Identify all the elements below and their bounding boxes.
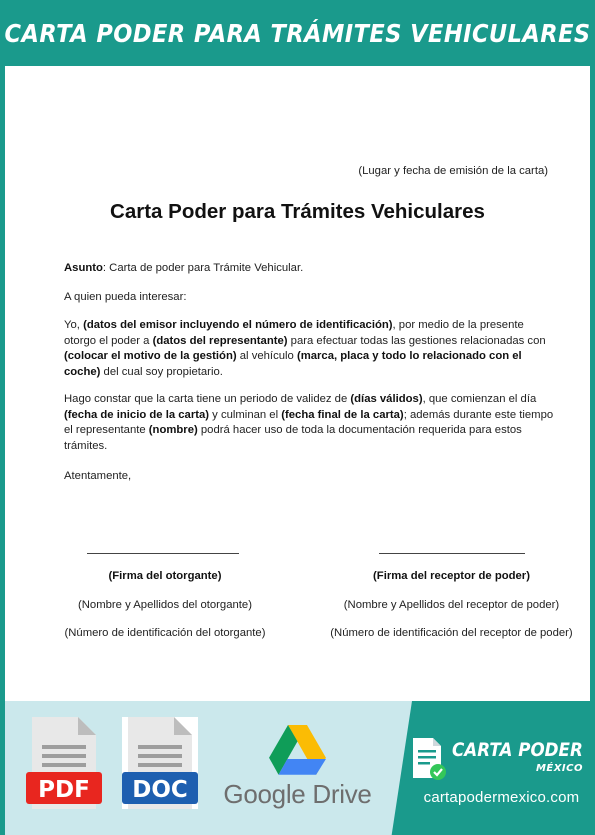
pdf-label: PDF	[38, 777, 90, 803]
receiver-name-label: (Nombre y Apellidos del receptor de poder)	[343, 599, 560, 611]
p1-placeholder: (datos del representante)	[152, 334, 288, 347]
p1-placeholder: (marca, placa y todo lo relacionado con el coche)	[64, 350, 522, 378]
brand-logo[interactable]	[408, 736, 595, 816]
doc-file-icon[interactable]	[122, 717, 198, 809]
p1-placeholder: (colocar el motivo de la gestión)	[64, 350, 237, 362]
receiver-id-label: (Número de identificación del receptor de poder)	[330, 627, 573, 639]
p1-text: del cual soy propietario.	[100, 365, 223, 378]
p2-placeholder: (días válidos)	[350, 393, 423, 405]
p2-text: , que comienzan el día	[422, 393, 537, 405]
pdf-file-icon[interactable]	[26, 717, 102, 809]
p2-placeholder: (nombre)	[148, 424, 198, 436]
p1-text: Yo,	[64, 319, 84, 331]
place-date-placeholder: (Lugar y fecha de emisión de la carta)	[358, 165, 548, 177]
subject-label: Asunto	[64, 262, 103, 274]
document-page	[5, 66, 590, 701]
brand-country: MÉXICO	[535, 763, 583, 774]
p2-text: Hago constar que la carta tiene un periodo de validez de	[64, 393, 351, 405]
grantor-name-label: (Nombre y Apellidos del otorgante)	[78, 599, 252, 611]
p2-text: podrá hacer uso de toda la documentación requerida para estos trámites.	[64, 424, 522, 452]
p2-text: ; además durante este tiempo el representante	[64, 408, 554, 436]
google-drive-icon	[269, 725, 326, 776]
signature-line-grantor	[87, 553, 239, 554]
header-banner	[0, 0, 595, 66]
p1-text: para efectuar todas las gestiones relacionadas con	[287, 334, 546, 347]
p1-text: , por medio de la presente otorgo el poder a	[64, 319, 524, 347]
p2-placeholder: (fecha de inicio de la carta)	[64, 408, 210, 421]
p2-text: y culminan el	[209, 408, 282, 421]
google-drive-label: Google Drive	[223, 779, 372, 809]
grantor-signature-label: (Firma del otorgante)	[108, 570, 222, 582]
google-drive-button[interactable]	[220, 725, 375, 815]
p1-text: al vehículo	[236, 350, 297, 362]
paragraph-validity	[64, 392, 554, 454]
subject-text: : Carta de poder para Trámite Vehicular.	[102, 262, 304, 274]
greeting: A quien pueda interesar:	[64, 291, 187, 303]
document-title: Carta Poder para Trámites Vehiculares	[110, 200, 485, 223]
doc-label: DOC	[132, 777, 188, 803]
p1-placeholder: (datos del emisor incluyendo el número de identificación)	[83, 319, 393, 331]
grantor-id-label: (Número de identificación del otorgante)	[64, 627, 266, 639]
brand-name: CARTA PODER	[452, 739, 583, 761]
receiver-signature-label: (Firma del receptor de poder)	[373, 570, 530, 582]
closing: Atentamente,	[64, 470, 132, 482]
paragraph-grant	[64, 318, 554, 380]
signature-line-receiver	[379, 553, 525, 554]
brand-url[interactable]: cartapodermexico.com	[423, 789, 580, 806]
document-check-icon	[411, 738, 447, 782]
subject-line	[64, 261, 303, 277]
p2-placeholder: (fecha final de la carta)	[281, 408, 404, 421]
header-title: CARTA PODER PARA TRÁMITES VEHICULARES	[4, 18, 591, 48]
